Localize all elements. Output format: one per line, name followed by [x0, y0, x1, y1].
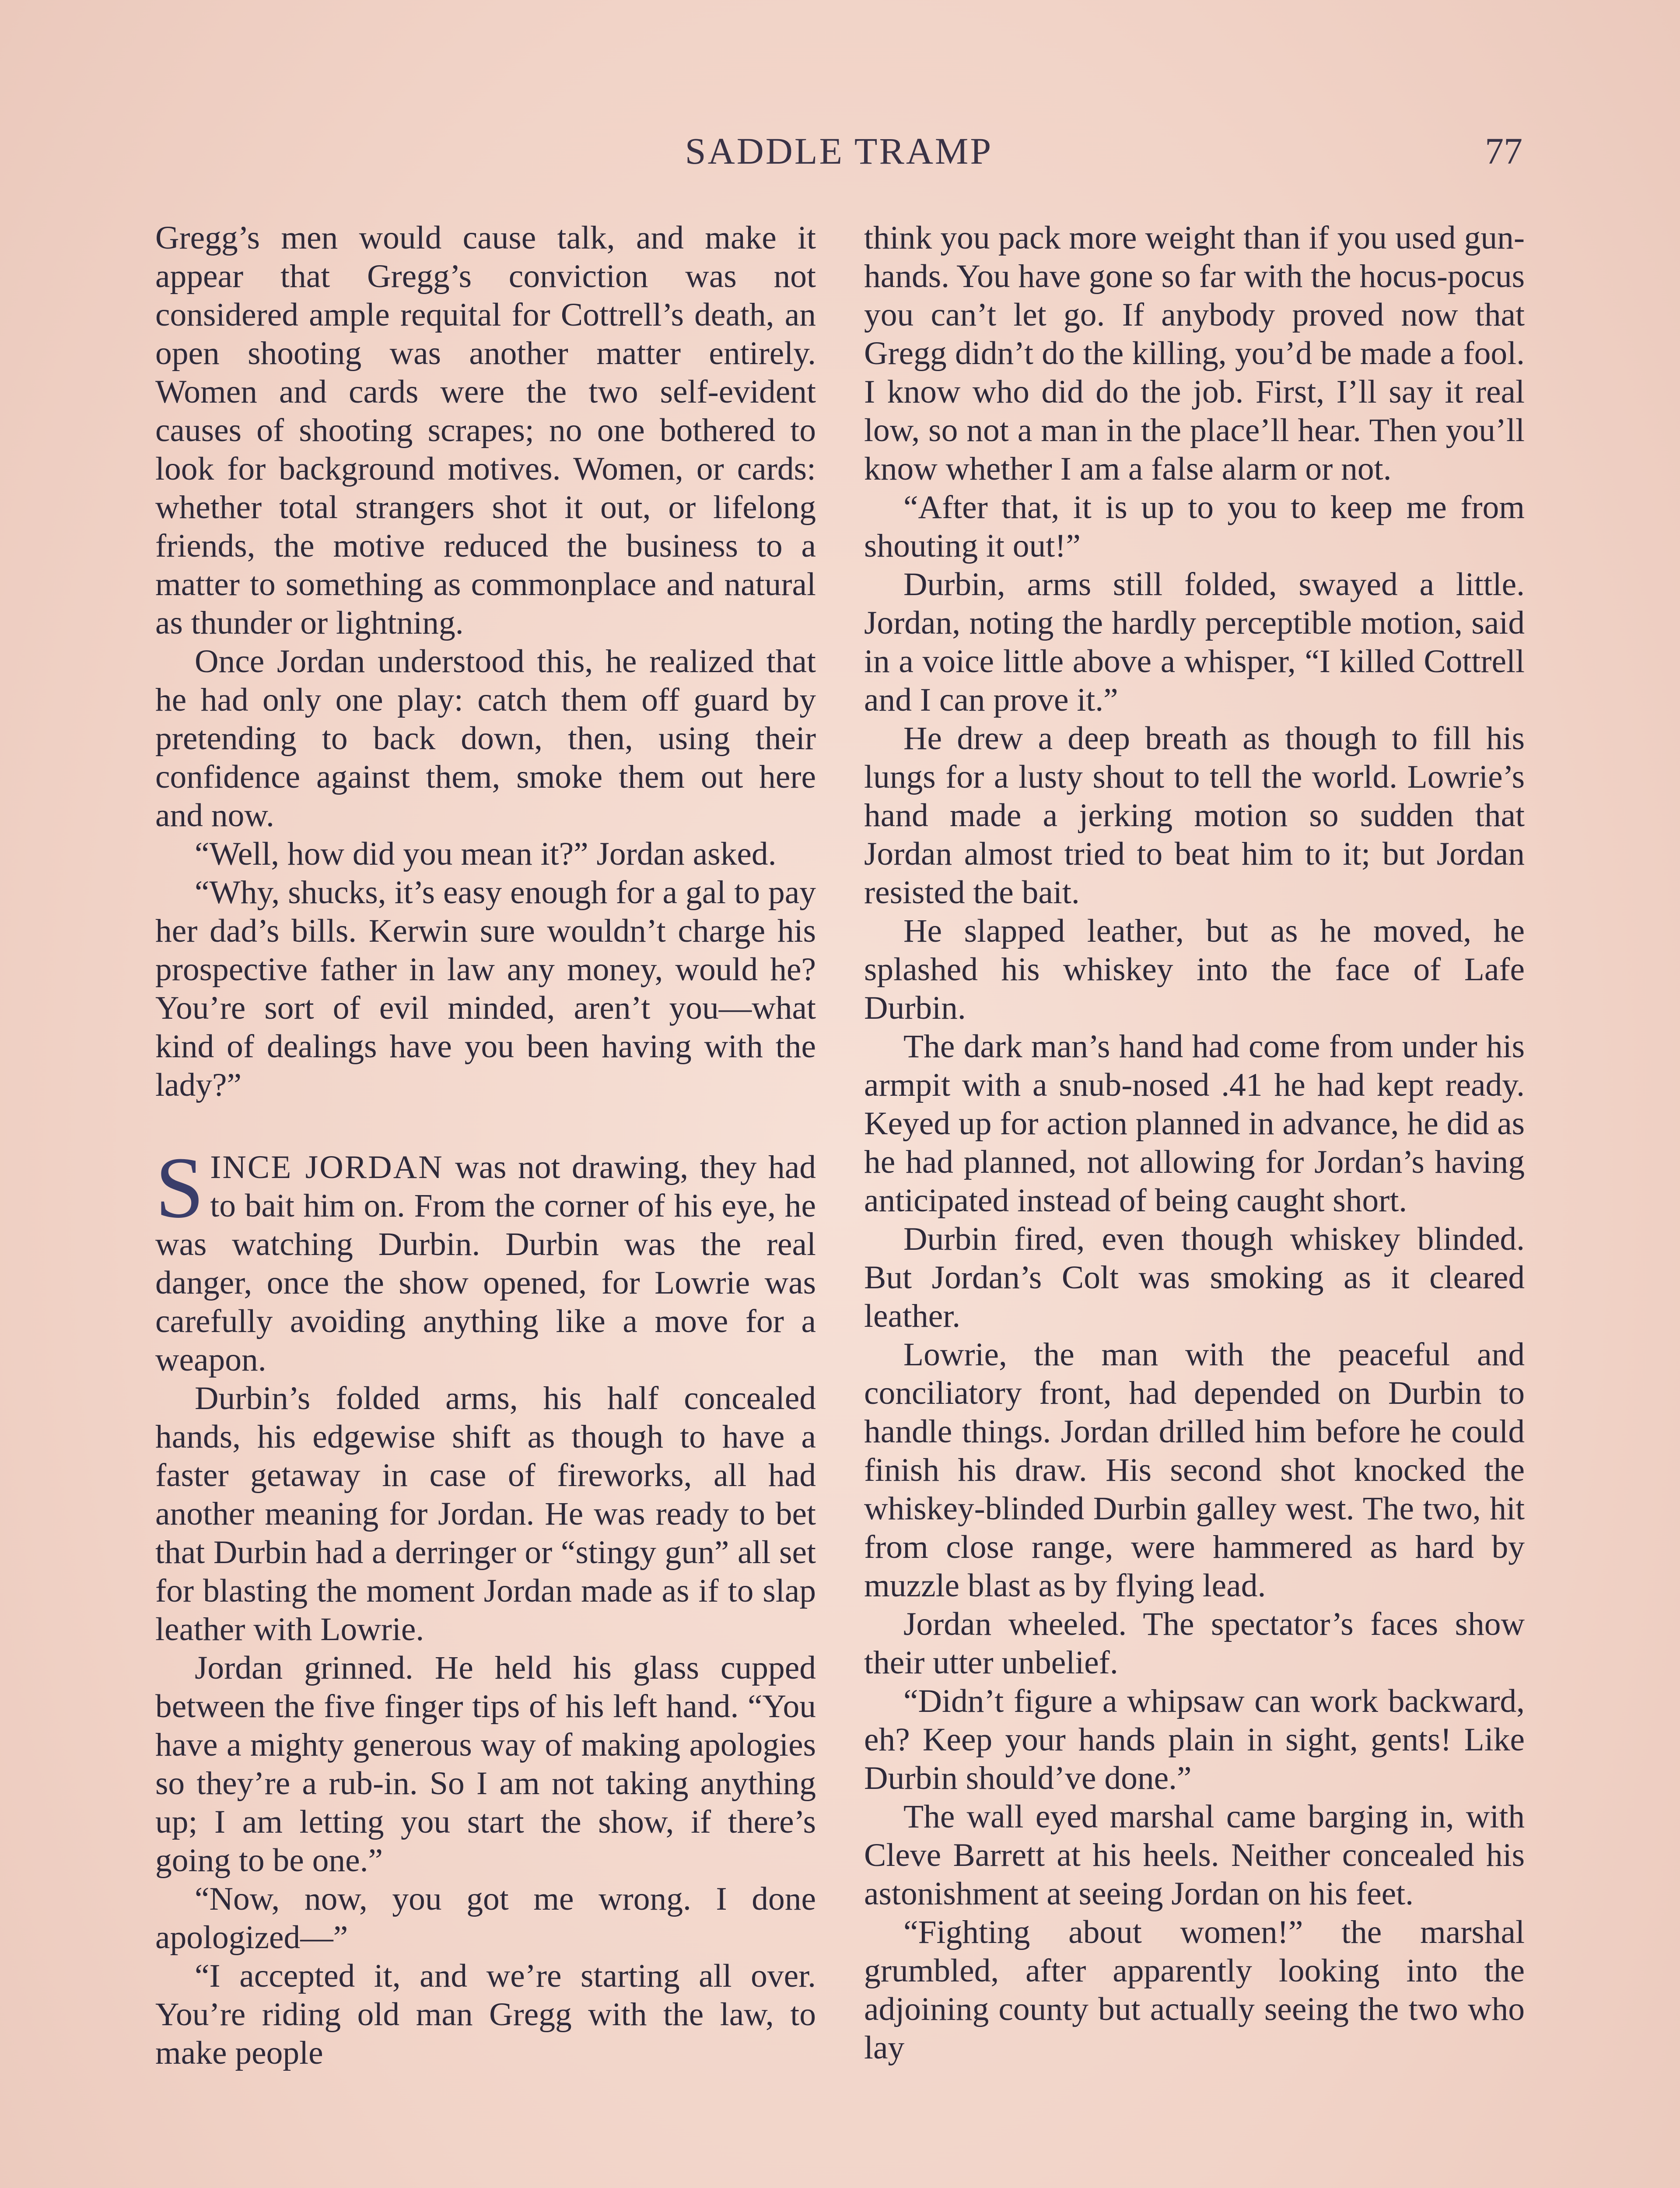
paragraph: Durbin’s folded arms, his half concealed hands, his edgewise shift as though to have a faster getaway in case of fireworks, all had another meaning for Jordan. He was ready to bet that Durbin had a derringer or “stingy gun” all set for blasting the moment Jordan made as if to slap leather with Lowrie.: [155, 1380, 816, 1648]
paragraph: “Now, now, you got me wrong. I done apologized—”: [155, 1881, 816, 1956]
running-title: SADDLE TRAMP: [685, 130, 993, 172]
running-head: [155, 129, 1522, 182]
paragraph: He slapped leather, but as he moved, he splashed his whiskey into the face of Lafe Durbin.: [864, 913, 1525, 1026]
page-number: 77: [1485, 130, 1522, 172]
section-opening-paragraph: [155, 1140, 816, 1379]
paragraph: Gregg’s men would cause talk, and make it appear that Gregg’s conviction was not considered ample requital for Cottrell’s death, an open shooting was another matter entirely. Women and cards were the two self-evident causes of shooting scrapes; no one bothered to look for background motives. Women, or cards: whether total strangers shot it out, or lifelong friends, the motive reduced the business to a matter to something as commonplace and natural as thunder or lightning.: [155, 220, 816, 641]
paragraph: “Fighting about women!” the marshal grumbled, after apparently looking into the adjoining county but actually seeing the two who lay: [864, 1914, 1525, 2066]
paragraph: The dark man’s hand had come from under his armpit with a snub-nosed .41 he had kept ready. Keyed up for action planned in advance, he did as he had planned, not allowing for Jordan’s having anticipated instead of being caught short.: [864, 1028, 1525, 1219]
paragraph: Lowrie, the man with the peaceful and conciliatory front, had depended on Durbin to handle things. Jordan drilled him before he could finish his draw. His second shot knocked the whiskey-blinded Durbin galley west. The two, hit from close range, were hammered as hard by muzzle blast as by flying lead.: [864, 1336, 1525, 1604]
right-column: [864, 219, 1525, 2188]
drop-cap: S: [155, 1140, 204, 1236]
section-lead-caps: INCE JORDAN: [210, 1149, 444, 1185]
paragraph: Jordan grinned. He held his glass cupped between the five finger tips of his left hand. “You have a mighty generous way of making apologies so they’re a rub-in. So I am not taking anything up; I am letting you start the show, if there’s going to be one.”: [155, 1650, 816, 1879]
left-column: [155, 219, 816, 2188]
paragraph: Jordan wheeled. The spectator’s faces show their utter unbelief.: [864, 1606, 1525, 1681]
paragraph: “Why, shucks, it’s easy enough for a gal to pay her dad’s bills. Kerwin sure wouldn’t charge his prospective father in law any money, would he? You’re sort of evil minded, aren’t you—what kind of dealings have you been having with the lady?”: [155, 874, 816, 1103]
paragraph: think you pack more weight than if you used gun-hands. You have gone so far with the hocus-pocus you can’t let go. If anybody proved now that Gregg didn’t do the killing, you’d be made a fool. I know who did do the job. First, I’ll say it real low, so not a man in the place’ll hear. Then you’ll know whether I am a false alarm or not.: [864, 220, 1525, 487]
paragraph: “I accepted it, and we’re starting all over. You’re riding old man Gregg with the law, to make people: [155, 1958, 816, 2071]
paragraph: “Didn’t figure a whipsaw can work backward, eh? Keep your hands plain in sight, gents! Like Durbin should’ve done.”: [864, 1683, 1525, 1796]
paragraph: Durbin, arms still folded, swayed a little. Jordan, noting the hardly perceptible motion, said in a voice little above a whisper, “I killed Cottrell and I can prove it.”: [864, 566, 1525, 718]
paragraph: “Well, how did you mean it?” Jordan asked.: [195, 836, 777, 872]
paragraph: “After that, it is up to you to keep me from shouting it out!”: [864, 489, 1525, 564]
paragraph: Durbin fired, even though whiskey blinded. But Jordan’s Colt was smoking as it cleared leather.: [864, 1221, 1525, 1334]
section-text: was not drawing, they had to bait him on. From the corner of his eye, he was watching Durbin. Durbin was the real danger, once the show opened, for Lowrie was carefully avoiding anything like a move for a weapon.: [155, 1149, 816, 1378]
paragraph: Once Jordan understood this, he realized that he had only one play: catch them off guard by pretending to back down, then, using their confidence against them, smoke them out here and now.: [155, 643, 816, 834]
paragraph: He drew a deep breath as though to fill his lungs for a lusty shout to tell the world. Lowrie’s hand made a jerking motion so sudden that Jordan almost tried to beat him to it; but Jordan resisted the bait.: [864, 720, 1525, 911]
paragraph: The wall eyed marshal came barging in, with Cleve Barrett at his heels. Neither concealed his astonishment at seeing Jordan on his feet.: [864, 1799, 1525, 1912]
